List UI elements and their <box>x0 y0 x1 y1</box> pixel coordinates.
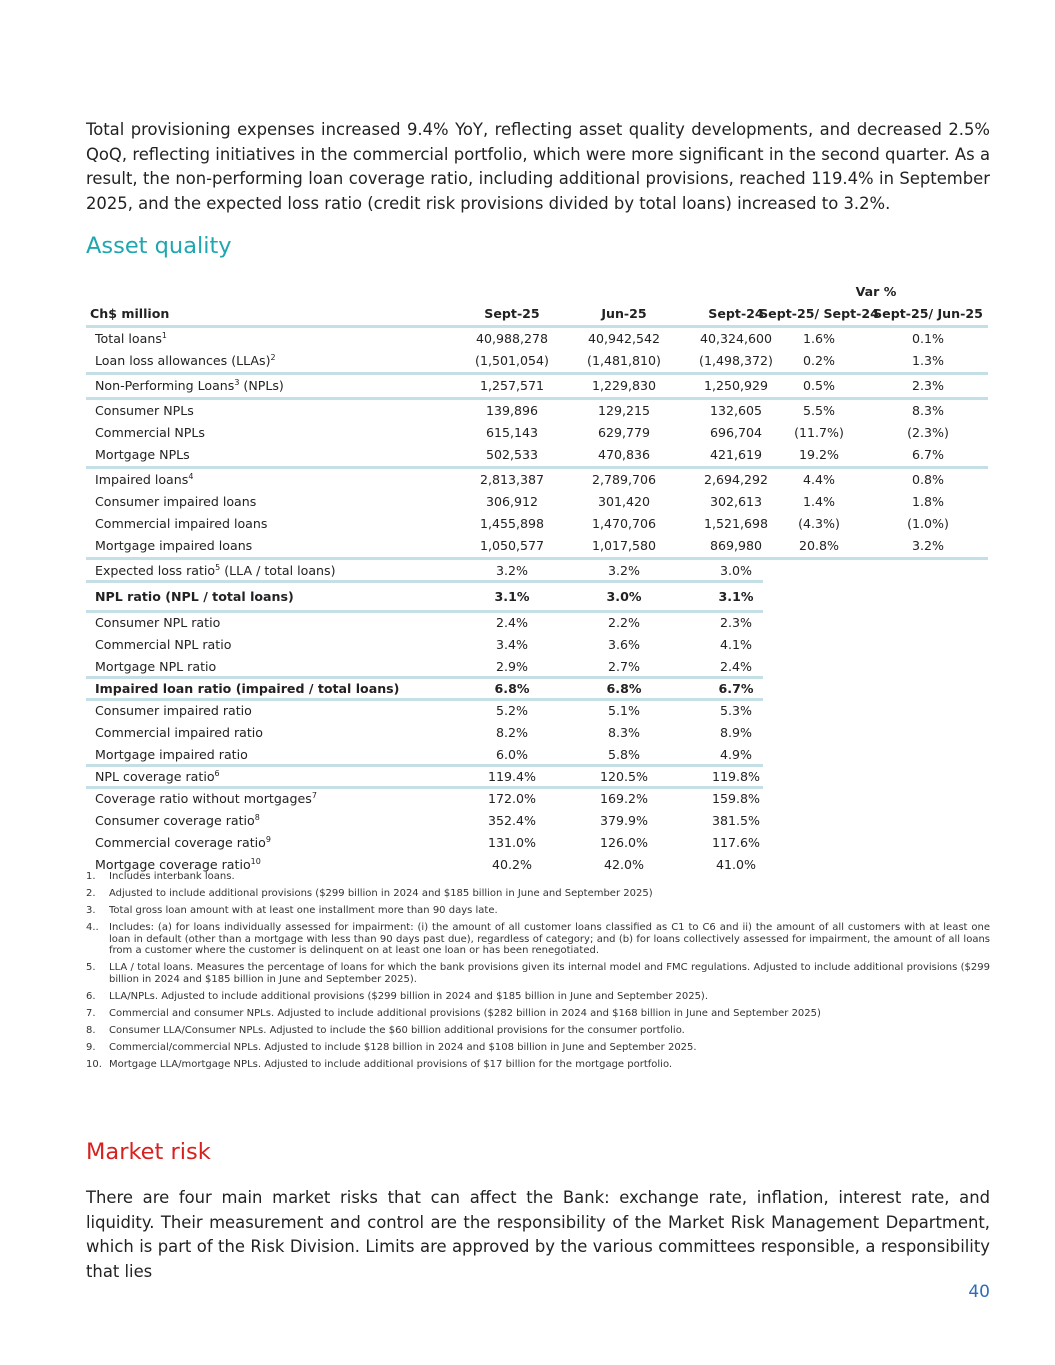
table-cell: 40.2% <box>491 857 532 872</box>
footnote <box>86 871 990 883</box>
table-cell: 3.1% <box>718 589 754 604</box>
table-cell: 3.6% <box>608 637 640 652</box>
table-cell: 3.2% <box>496 563 528 578</box>
footnote-text: LLA/NPLs. Adjusted to include additional provisions ($299 billion in 2024 and $185 billion in June and September 2025). <box>109 990 709 1002</box>
table-cell: 379.9% <box>599 813 649 828</box>
table-cell: 2.2% <box>608 615 640 630</box>
table-cell: (4.3%) <box>798 516 840 531</box>
table-cell: 2,694,292 <box>703 472 769 487</box>
table-cell: 1,470,706 <box>591 516 657 531</box>
table-cell: 381.5% <box>711 813 761 828</box>
footnote <box>86 1059 990 1071</box>
table-cell: 470,836 <box>597 447 651 462</box>
row-label: Non-Performing Loans$^3$ (NPLs) <box>95 377 284 393</box>
table-row <box>86 634 988 656</box>
table-cell: 19.2% <box>798 447 839 462</box>
footnote <box>86 888 990 900</box>
footnote-text: Commercial/commercial NPLs. Adjusted to include $128 billion in 2024 and $108 billion in June and September 2025. <box>109 1041 697 1053</box>
footnote-text: Includes interbank loans. <box>109 871 235 882</box>
table-cell: 126.0% <box>599 835 649 850</box>
table-cell: 3.2% <box>608 563 640 578</box>
footnote-number: 4.. <box>86 922 99 933</box>
footnote-ref: 3 <box>234 377 240 387</box>
table-cell: 5.5% <box>803 403 835 418</box>
table-cell: 4.1% <box>720 637 752 652</box>
table-row <box>86 560 988 582</box>
table-cell: 6.0% <box>496 747 528 762</box>
table-cell: 421,619 <box>709 447 763 462</box>
row-label: Consumer NPLs <box>95 403 194 418</box>
table-cell: (1,501,054) <box>475 353 549 368</box>
table-cell: 1,521,698 <box>703 516 769 531</box>
table-cell: 40,942,542 <box>587 331 661 346</box>
table-row <box>86 582 988 612</box>
table-cell: 2,813,387 <box>479 472 545 487</box>
table-row <box>86 700 988 722</box>
column-header: Ch$ million <box>90 306 170 321</box>
table-row <box>86 328 988 350</box>
table-cell: 3.1% <box>494 589 530 604</box>
table-cell: 1,250,929 <box>703 378 769 393</box>
table-cell: 629,779 <box>597 425 651 440</box>
footnote-number: 5. <box>86 962 96 973</box>
table-row <box>86 766 988 788</box>
footnote-number: 8. <box>86 1024 96 1036</box>
column-header: Sept-25/ Sept-24 <box>759 306 879 321</box>
table-cell: 2.4% <box>496 615 528 630</box>
table-cell: 3.0% <box>720 563 752 578</box>
table-cell: 6.8% <box>494 681 530 696</box>
footnote-number: 9. <box>86 1041 96 1053</box>
table-row <box>86 513 988 535</box>
table-cell: 1.6% <box>803 331 835 346</box>
row-label: Commercial NPLs <box>95 425 205 440</box>
row-label: Impaired loan ratio (impaired / total loans) <box>95 681 400 696</box>
table-cell: 502,533 <box>485 447 539 462</box>
row-label: Consumer NPL ratio <box>95 615 221 630</box>
table-cell: 869,980 <box>709 538 763 553</box>
row-label: Coverage ratio without mortgages$^7$ <box>95 790 317 806</box>
table-cell: 1,050,577 <box>479 538 545 553</box>
table-cell: 306,912 <box>485 494 539 509</box>
table-row <box>86 656 988 678</box>
footnote-number: 6. <box>86 990 96 1002</box>
table-row <box>86 744 988 766</box>
table-row <box>86 375 988 400</box>
table-row <box>86 422 988 444</box>
row-label: Mortgage impaired ratio <box>95 747 248 762</box>
table-cell: 1.4% <box>803 494 835 509</box>
table-cell: 302,613 <box>709 494 763 509</box>
row-label: Loan loss allowances (LLAs)$^2$ <box>95 352 276 368</box>
table-row <box>86 678 988 700</box>
footnote-text: Mortgage LLA/mortgage NPLs. Adjusted to include additional provisions of $17 billion for the mortgage portfolio. <box>109 1058 673 1070</box>
table-cell: 3.0% <box>606 589 642 604</box>
table-cell: 8.3% <box>912 403 944 418</box>
table-cell: 6.7% <box>912 447 944 462</box>
table-body <box>86 328 988 876</box>
column-header: Sept-25/ Jun-25 <box>873 306 983 321</box>
table-cell: (11.7%) <box>794 425 844 440</box>
market-risk-paragraph: There are four main market risks that can affect the Bank: exchange rate, inflation, interest rate, and liquidity. Their measurement and control are the responsibility of the Market Risk Management Department, which is part of the Risk Division. Limits are approved by the various committees responsible, a responsibility that lies <box>86 1188 990 1281</box>
table-cell: 4.9% <box>720 747 752 762</box>
footnote-ref: 5 <box>215 562 221 572</box>
table-cell: 8.9% <box>720 725 752 740</box>
table-row <box>86 788 988 810</box>
footnote <box>86 1025 990 1037</box>
table-cell: 301,420 <box>597 494 651 509</box>
footnote <box>86 922 990 957</box>
table-cell: 5.2% <box>496 703 528 718</box>
table-cell: 172.0% <box>487 791 537 806</box>
table-row <box>86 469 988 491</box>
footnote <box>86 905 990 917</box>
row-label: Consumer impaired ratio <box>95 703 252 718</box>
table-cell: 8.2% <box>496 725 528 740</box>
table-cell: 1,229,830 <box>591 378 657 393</box>
table-cell: 0.1% <box>912 331 944 346</box>
table-cell: 131.0% <box>487 835 537 850</box>
asset-quality-table <box>86 281 988 876</box>
table-cell: 159.8% <box>711 791 761 806</box>
table-row <box>86 612 988 634</box>
footnote-text: Adjusted to include additional provisions ($299 billion in 2024 and $185 billion in June and September 2025) <box>109 888 653 899</box>
footnote-number: 1. <box>86 871 96 882</box>
column-header: Sept-24 <box>708 306 764 321</box>
table-cell: 4.4% <box>803 472 835 487</box>
table-cell: 40,324,600 <box>699 331 773 346</box>
asset-quality-heading: Asset quality <box>86 233 232 259</box>
table-row <box>86 810 988 832</box>
table-row <box>86 832 988 854</box>
intro-paragraph: Total provisioning expenses increased 9.4% YoY, reflecting asset quality developments, and decreased 2.5% QoQ, reflecting initiatives in the commercial portfolio, which were more significant in the second quarter. As a result, the non-performing loan coverage ratio, including additional provisions, reached 119.4% in September 2025, and the expected loss ratio (credit risk provisions divided by total loans) increased to 3.2%. <box>86 120 990 213</box>
table-cell: 0.8% <box>912 472 944 487</box>
footnote <box>86 1008 990 1020</box>
table-row <box>86 400 988 422</box>
table-cell: 1,455,898 <box>479 516 545 531</box>
table-row <box>86 444 988 469</box>
footnote-text: Consumer LLA/Consumer NPLs. Adjusted to include the $60 billion additional provisions for the consumer portfolio. <box>109 1024 685 1036</box>
table-cell: 3.2% <box>912 538 944 553</box>
table-cell: (1,481,810) <box>587 353 661 368</box>
table-cell: 5.1% <box>608 703 640 718</box>
row-label: Mortgage NPL ratio <box>95 659 217 674</box>
table-cell: (1,498,372) <box>699 353 773 368</box>
footnote <box>86 991 990 1003</box>
table-row <box>86 491 988 513</box>
table-cell: 2.9% <box>496 659 528 674</box>
table-cell: 0.2% <box>803 353 835 368</box>
table-cell: 20.8% <box>798 538 839 553</box>
var-header-row <box>86 281 988 303</box>
footnote-text: LLA / total loans. Measures the percentage of loans for which the bank provisions given its internal model and FMC regulations. Adjusted to include additional provisions ($299 billion in 2024 and $185 billion in June and September 2025). <box>109 962 990 985</box>
row-label: Consumer coverage ratio$^8$ <box>95 812 260 828</box>
table-cell: 129,215 <box>597 403 651 418</box>
table-cell: 169.2% <box>599 791 649 806</box>
table-row <box>86 350 988 375</box>
row-label: Mortgage impaired loans <box>95 538 253 553</box>
row-label: Commercial impaired loans <box>95 516 268 531</box>
row-label: Commercial coverage ratio$^9$ <box>95 834 271 850</box>
footnote-ref: 4 <box>188 471 194 481</box>
footnote <box>86 1042 990 1054</box>
table-cell: 2.4% <box>720 659 752 674</box>
footnote-ref: 10 <box>250 856 261 866</box>
table-row <box>86 535 988 560</box>
column-header: Jun-25 <box>601 306 647 321</box>
row-label: NPL coverage ratio$^6$ <box>95 768 220 784</box>
market-risk-heading: Market risk <box>86 1139 211 1165</box>
table-cell: 42.0% <box>603 857 644 872</box>
footnotes <box>86 871 990 1076</box>
table-cell: 119.4% <box>487 769 537 784</box>
footnote-ref: 8 <box>254 812 260 822</box>
table-cell: 1,017,580 <box>591 538 657 553</box>
table-cell: 696,704 <box>709 425 763 440</box>
table-cell: 132,605 <box>709 403 763 418</box>
table-cell: 139,896 <box>485 403 539 418</box>
footnote-number: 2. <box>86 888 96 899</box>
table-cell: 2,789,706 <box>591 472 657 487</box>
table-cell: 1.8% <box>912 494 944 509</box>
table-cell: 2.3% <box>720 615 752 630</box>
table-cell: 615,143 <box>485 425 539 440</box>
table-cell: 6.8% <box>606 681 642 696</box>
table-cell: (1.0%) <box>907 516 949 531</box>
column-header: Sept-25 <box>484 306 540 321</box>
row-label: Impaired loans$^4$ <box>95 471 194 487</box>
footnote-ref: 2 <box>270 352 276 362</box>
footnote-ref: 1 <box>161 330 167 340</box>
table-cell: 6.7% <box>718 681 754 696</box>
footnote-text: Commercial and consumer NPLs. Adjusted to include additional provisions ($282 billion in 2024 and $168 billion in June and September 2025) <box>109 1007 821 1019</box>
table-cell: 5.3% <box>720 703 752 718</box>
table-row <box>86 722 988 744</box>
footnote-ref: 7 <box>311 790 317 800</box>
table-cell: 352.4% <box>487 813 537 828</box>
row-label: Total loans$^1$ <box>95 330 167 346</box>
footnote <box>86 962 990 985</box>
table-cell: 2.7% <box>608 659 640 674</box>
row-label: Consumer impaired loans <box>95 494 257 509</box>
row-label: Commercial impaired ratio <box>95 725 263 740</box>
footnote-number: 10. <box>86 1058 102 1070</box>
footnote-ref: 6 <box>214 768 220 778</box>
footnote-number: 7. <box>86 1007 96 1019</box>
table-cell: 0.5% <box>803 378 835 393</box>
table-cell: 5.8% <box>608 747 640 762</box>
footnote-number: 3. <box>86 905 96 916</box>
table-cell: 3.4% <box>496 637 528 652</box>
table-cell: 1.3% <box>912 353 944 368</box>
row-label: Mortgage coverage ratio$^{10}$ <box>95 856 261 872</box>
table-cell: 8.3% <box>608 725 640 740</box>
table-cell: 40,988,278 <box>475 331 549 346</box>
footnote-text: Includes: (a) for loans individually assessed for impairment: (i) the amount of all customer loans classified as C1 to C6 and ii) the amount of all customers with at least one loan in default (other than a mortgage with less than 90 days past due), regardless of category; and (b) for loans collectively assessed for impairment, the amount of all loans from a customer where the customer is delinquent on at least one loan or has been renegotiated. <box>109 922 990 956</box>
table-cell: (2.3%) <box>907 425 949 440</box>
row-label: Mortgage NPLs <box>95 447 190 462</box>
row-label: Expected loss ratio$^5$ (LLA / total loans) <box>95 562 336 578</box>
table-cell: 41.0% <box>715 857 756 872</box>
row-label: NPL ratio (NPL / total loans) <box>95 589 294 604</box>
footnote-ref: 9 <box>265 834 271 844</box>
table-cell: 117.6% <box>711 835 761 850</box>
page-number: 40 <box>968 1282 990 1302</box>
table-cell: 120.5% <box>599 769 649 784</box>
footnote-text: Total gross loan amount with at least one installment more than 90 days late. <box>109 905 498 916</box>
var-header: Var % <box>855 284 897 299</box>
table-cell: 119.8% <box>711 769 761 784</box>
table-cell: 2.3% <box>912 378 944 393</box>
row-label: Commercial NPL ratio <box>95 637 232 652</box>
table-cell: 1,257,571 <box>479 378 545 393</box>
table-header-row <box>86 303 988 328</box>
